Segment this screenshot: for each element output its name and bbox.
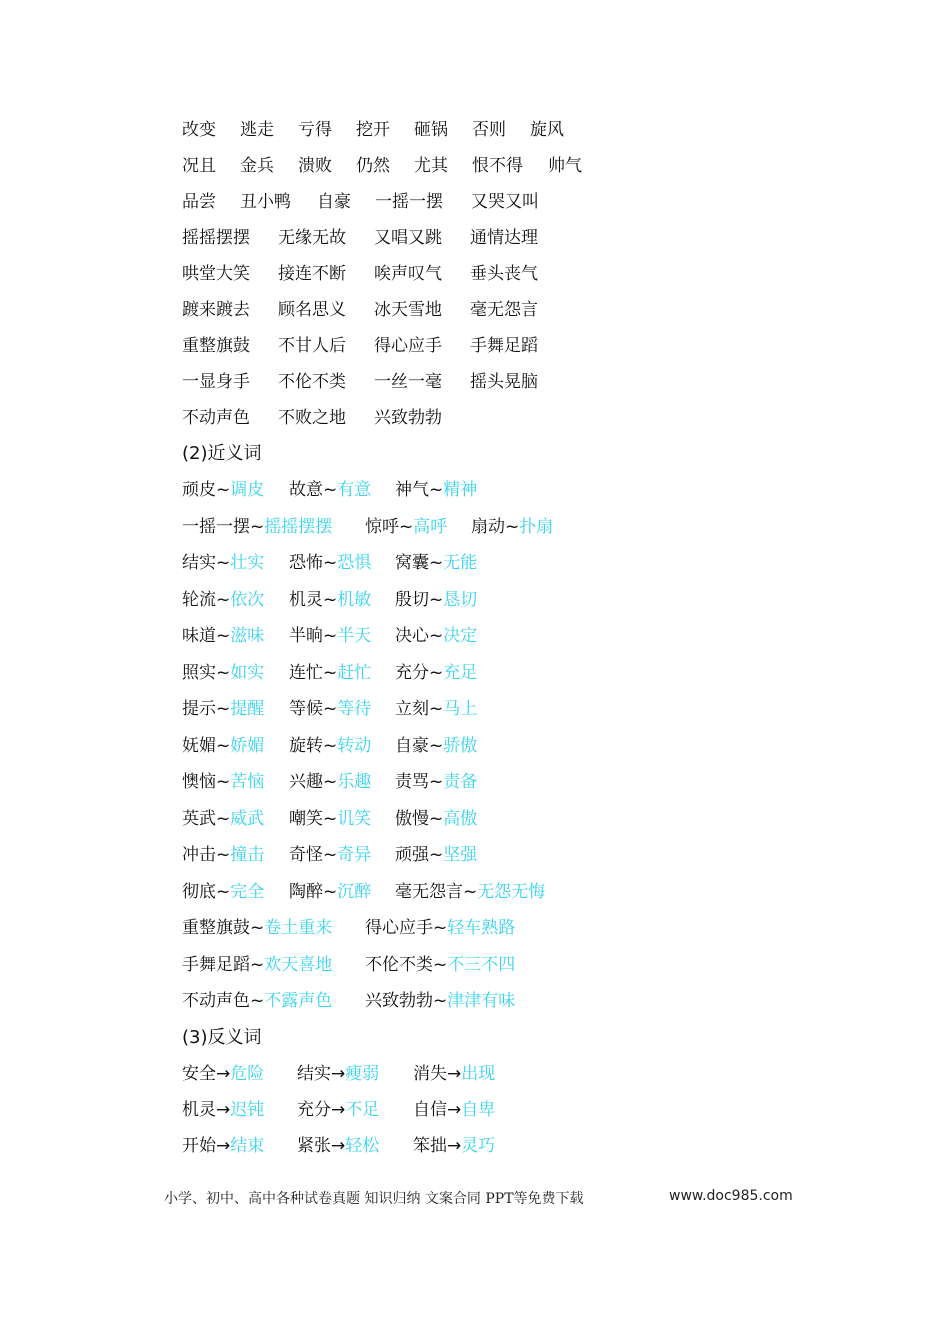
synonym-pair — [395, 691, 477, 728]
synonym-separator: ~ — [429, 845, 444, 865]
synonym-answer: 乐趣 — [337, 772, 372, 792]
synonym-pair — [365, 509, 471, 546]
synonym-list — [182, 472, 882, 1020]
synonym-word: 连忙 — [289, 662, 323, 683]
synonym-answer: 完全 — [230, 881, 265, 902]
synonym-answer: 提醒 — [230, 699, 265, 719]
synonym-row — [182, 728, 882, 765]
word: 改变 — [182, 120, 216, 140]
word-row-6 — [182, 292, 882, 328]
synonym-word: 旋转 — [289, 735, 323, 756]
word: 不伦不类 — [278, 372, 346, 392]
synonym-word: 轮流 — [182, 589, 216, 610]
word-row-7 — [182, 328, 882, 364]
synonym-separator: ~ — [216, 662, 231, 683]
word-row-5 — [182, 256, 882, 292]
synonym-word: 责骂 — [395, 772, 429, 792]
synonym-row — [182, 837, 882, 874]
synonym-row — [182, 472, 882, 509]
synonym-separator: ~ — [323, 772, 338, 792]
synonym-answer: 转动 — [337, 735, 372, 756]
antonym-separator: → — [447, 1136, 462, 1157]
synonym-separator: ~ — [429, 553, 444, 573]
synonym-pair — [289, 582, 395, 619]
synonym-answer: 责备 — [443, 772, 478, 792]
antonym-row — [182, 1092, 882, 1128]
synonym-separator: ~ — [429, 480, 444, 500]
word: 通情达理 — [470, 228, 538, 248]
synonym-answer: 依次 — [230, 589, 265, 610]
antonym-list — [182, 1056, 882, 1165]
synonym-pair — [365, 910, 515, 947]
synonym-row — [182, 910, 882, 947]
synonym-separator: ~ — [429, 735, 444, 756]
synonym-separator: ~ — [323, 808, 338, 829]
antonym-separator: → — [216, 1099, 231, 1120]
synonym-word: 决心 — [395, 626, 429, 646]
word-row-8 — [182, 364, 882, 400]
synonym-answer: 决定 — [443, 626, 478, 646]
synonym-pair — [182, 472, 289, 509]
synonym-word: 恐怖 — [289, 553, 323, 573]
synonym-pair — [182, 618, 289, 655]
synonym-answer: 马上 — [443, 699, 478, 719]
synonym-answer: 充足 — [443, 662, 478, 683]
synonym-word: 嘲笑 — [289, 808, 323, 829]
word: 顾名思义 — [278, 300, 346, 320]
antonym-row — [182, 1056, 882, 1092]
antonym-word: 自信 — [413, 1099, 447, 1120]
synonym-pair — [289, 691, 395, 728]
synonym-word: 自豪 — [395, 735, 429, 756]
synonym-word: 懊恼 — [182, 772, 216, 792]
synonym-answer: 扑扇 — [519, 516, 554, 537]
synonym-separator: ~ — [216, 772, 231, 792]
word-row-2 — [182, 148, 882, 184]
synonym-answer: 撞击 — [230, 845, 265, 865]
synonym-word: 英武 — [182, 808, 216, 829]
antonym-answer: 迟钝 — [230, 1099, 265, 1120]
synonym-answer: 沉醉 — [337, 881, 372, 902]
word: 丑小鸭 — [240, 192, 291, 212]
antonym-answer: 不足 — [345, 1099, 380, 1120]
word: 摇摇摆摆 — [182, 228, 250, 248]
synonym-pair — [395, 874, 545, 911]
synonym-word: 一摇一摆 — [182, 516, 250, 537]
antonym-answer: 危险 — [230, 1063, 265, 1084]
synonym-answer: 讥笑 — [337, 808, 372, 829]
word: 重整旗鼓 — [182, 336, 250, 356]
antonym-word: 消失 — [413, 1063, 447, 1084]
antonym-separator: → — [331, 1063, 346, 1084]
synonym-answer: 不三不四 — [447, 954, 516, 975]
word: 手舞足蹈 — [470, 336, 538, 356]
synonym-answer: 有意 — [337, 480, 372, 500]
synonym-separator: ~ — [505, 516, 520, 537]
synonym-answer: 调皮 — [230, 480, 265, 500]
antonym-word: 机灵 — [182, 1099, 216, 1120]
synonym-pair — [471, 509, 553, 546]
synonym-pair — [289, 545, 395, 582]
synonym-separator: ~ — [216, 808, 231, 829]
antonym-row — [182, 1128, 882, 1164]
synonym-pair — [395, 764, 477, 801]
antonym-word: 结实 — [297, 1063, 331, 1084]
synonym-answer: 高傲 — [443, 808, 478, 829]
word: 一摇一摆 — [375, 192, 443, 212]
synonym-answer: 奇异 — [337, 845, 372, 865]
word: 踱来踱去 — [182, 300, 250, 320]
word: 垂头丧气 — [470, 264, 538, 284]
antonym-pair — [297, 1128, 413, 1164]
word: 一丝一毫 — [374, 372, 442, 392]
synonym-pair — [395, 472, 477, 509]
synonyms-heading: (2)近义词 — [182, 443, 262, 464]
synonym-answer: 滋味 — [230, 626, 265, 646]
word: 挖开 — [356, 120, 390, 140]
synonym-row — [182, 874, 882, 911]
vocabulary-content — [182, 112, 882, 1164]
synonym-answer: 轻车熟路 — [447, 918, 516, 938]
synonym-answer: 等待 — [337, 699, 372, 719]
antonym-answer: 结束 — [230, 1136, 265, 1157]
word: 哄堂大笑 — [182, 264, 250, 284]
synonym-answer: 赶忙 — [337, 662, 372, 683]
synonym-separator: ~ — [323, 553, 338, 573]
synonym-pair — [395, 801, 477, 838]
antonym-pair — [297, 1056, 413, 1092]
synonym-answer: 如实 — [230, 662, 265, 683]
synonym-separator: ~ — [429, 808, 444, 829]
word: 逃走 — [240, 120, 274, 140]
synonym-pair — [289, 764, 395, 801]
synonym-pair — [289, 472, 395, 509]
synonym-word: 殷切 — [395, 589, 429, 610]
synonym-answer: 欢天喜地 — [264, 954, 333, 975]
antonym-separator: → — [447, 1063, 462, 1084]
word: 金兵 — [240, 156, 274, 176]
synonym-answer: 无能 — [443, 553, 478, 573]
word-row-3 — [182, 184, 882, 220]
antonym-separator: → — [216, 1136, 231, 1157]
synonym-separator: ~ — [250, 516, 265, 537]
antonym-pair — [413, 1056, 495, 1092]
synonym-separator: ~ — [250, 991, 265, 1011]
synonym-word: 重整旗鼓 — [182, 918, 250, 938]
word: 亏得 — [298, 120, 332, 140]
synonym-separator: ~ — [429, 589, 444, 610]
word: 不动声色 — [182, 408, 250, 428]
antonyms-heading: (3)反义词 — [182, 1026, 262, 1048]
antonym-answer: 自卑 — [461, 1099, 496, 1120]
synonym-word: 顽皮 — [182, 480, 216, 500]
word-row-9 — [182, 400, 882, 436]
antonym-answer: 出现 — [461, 1063, 496, 1084]
antonym-separator: → — [216, 1063, 231, 1084]
synonym-word: 提示 — [182, 699, 216, 719]
synonym-word: 扇动 — [471, 516, 505, 537]
synonym-pair — [289, 874, 395, 911]
synonym-word: 不伦不类 — [365, 954, 433, 975]
synonym-pair — [289, 618, 395, 655]
synonym-answer: 精神 — [443, 480, 478, 500]
synonym-separator: ~ — [433, 954, 448, 975]
synonym-pair — [395, 582, 477, 619]
antonym-pair — [182, 1128, 297, 1164]
synonym-word: 彻底 — [182, 881, 216, 902]
synonym-answer: 苦恼 — [230, 772, 265, 792]
synonym-separator: ~ — [323, 626, 338, 646]
synonym-answer: 坚强 — [443, 845, 478, 865]
synonym-separator: ~ — [216, 480, 231, 500]
synonym-pair — [395, 728, 477, 765]
synonym-row — [182, 764, 882, 801]
synonym-answer: 机敏 — [337, 589, 372, 610]
antonym-pair — [413, 1128, 495, 1164]
synonym-separator: ~ — [429, 662, 444, 683]
synonym-word: 照实 — [182, 662, 216, 683]
synonym-word: 顽强 — [395, 845, 429, 865]
antonym-answer: 灵巧 — [461, 1136, 496, 1157]
synonym-pair — [395, 545, 477, 582]
synonym-word: 陶醉 — [289, 881, 323, 902]
word: 品尝 — [182, 192, 216, 212]
antonym-separator: → — [447, 1099, 462, 1120]
synonym-pair — [182, 801, 289, 838]
synonym-row — [182, 801, 882, 838]
footer-url[interactable]: www.doc985.com — [669, 1188, 793, 1204]
synonym-pair — [182, 910, 365, 947]
word: 无缘无故 — [278, 228, 346, 248]
synonym-answer: 高呼 — [413, 516, 448, 537]
synonym-word: 妩媚 — [182, 735, 216, 756]
synonym-pair — [182, 582, 289, 619]
synonym-answer: 不露声色 — [264, 991, 333, 1011]
word: 不甘人后 — [278, 336, 346, 356]
synonym-pair — [395, 618, 477, 655]
synonym-word: 故意 — [289, 480, 323, 500]
synonym-row — [182, 618, 882, 655]
synonym-word: 立刻 — [395, 699, 429, 719]
synonym-word: 机灵 — [289, 589, 323, 610]
synonym-separator: ~ — [323, 699, 338, 719]
synonym-separator: ~ — [216, 735, 231, 756]
synonym-answer: 壮实 — [230, 553, 265, 573]
synonym-separator: ~ — [323, 845, 338, 865]
antonym-answer: 瘦弱 — [345, 1063, 380, 1084]
synonym-word: 等候 — [289, 699, 323, 719]
word-row-1 — [182, 112, 882, 148]
synonym-row — [182, 582, 882, 619]
word: 唉声叹气 — [374, 264, 442, 284]
synonym-word: 味道 — [182, 626, 216, 646]
synonym-separator: ~ — [323, 589, 338, 610]
synonym-answer: 娇媚 — [230, 735, 265, 756]
antonym-word: 充分 — [297, 1099, 331, 1120]
antonym-pair — [182, 1092, 297, 1128]
antonym-pair — [413, 1092, 495, 1128]
antonym-word: 笨拙 — [413, 1136, 447, 1157]
synonym-pair — [182, 874, 289, 911]
word: 摇头晃脑 — [470, 372, 538, 392]
word: 冰天雪地 — [374, 300, 442, 320]
synonym-word: 窝囊 — [395, 553, 429, 573]
synonym-row — [182, 655, 882, 692]
word: 溃败 — [298, 156, 332, 176]
synonym-row — [182, 545, 882, 582]
word: 砸锅 — [414, 120, 448, 140]
synonym-separator: ~ — [433, 918, 448, 938]
synonym-pair — [182, 509, 365, 546]
synonym-separator: ~ — [399, 516, 414, 537]
synonym-word: 兴趣 — [289, 772, 323, 792]
word: 接连不断 — [278, 264, 346, 284]
word: 毫无怨言 — [470, 300, 538, 320]
synonym-word: 手舞足蹈 — [182, 954, 250, 975]
synonym-separator: ~ — [216, 699, 231, 719]
synonym-pair — [289, 837, 395, 874]
synonym-separator: ~ — [250, 918, 265, 938]
synonym-word: 奇怪 — [289, 845, 323, 865]
synonym-answer: 卷土重来 — [264, 918, 333, 938]
synonym-pair — [182, 545, 289, 582]
antonym-pair — [297, 1092, 413, 1128]
synonym-pair — [182, 837, 289, 874]
synonym-pair — [365, 947, 515, 984]
synonym-pair — [182, 983, 365, 1020]
synonym-answer: 津津有味 — [447, 991, 516, 1011]
synonym-separator: ~ — [216, 589, 231, 610]
synonym-separator: ~ — [216, 553, 231, 573]
synonym-word: 神气 — [395, 480, 429, 500]
word: 一显身手 — [182, 372, 250, 392]
synonym-separator: ~ — [429, 626, 444, 646]
synonym-pair — [182, 764, 289, 801]
synonym-word: 半晌 — [289, 626, 323, 646]
word: 又哭又叫 — [471, 192, 539, 212]
synonym-answer: 恐惧 — [337, 553, 372, 573]
page-footer — [164, 1188, 793, 1208]
word: 尤其 — [414, 156, 448, 176]
synonym-separator: ~ — [323, 480, 338, 500]
synonym-pair — [182, 947, 365, 984]
synonym-word: 冲击 — [182, 845, 216, 865]
antonym-word: 安全 — [182, 1063, 216, 1084]
synonym-word: 得心应手 — [365, 918, 433, 938]
antonym-answer: 轻松 — [345, 1136, 380, 1157]
synonym-separator: ~ — [250, 954, 265, 975]
synonym-separator: ~ — [463, 881, 478, 902]
synonym-answer: 摇摇摆摆 — [264, 516, 333, 537]
footer-text: 小学、初中、高中各种试卷真题 知识归纳 文案合同 PPT等免费下载 — [164, 1191, 584, 1207]
antonym-pair — [182, 1056, 297, 1092]
synonym-word: 充分 — [395, 662, 429, 683]
word: 得心应手 — [374, 336, 442, 356]
word: 恨不得 — [472, 156, 523, 176]
synonym-pair — [289, 655, 395, 692]
word-row-4 — [182, 220, 882, 256]
synonym-row — [182, 509, 882, 546]
antonym-word: 紧张 — [297, 1136, 331, 1157]
synonym-pair — [289, 801, 395, 838]
synonym-answer: 无怨无悔 — [477, 881, 546, 902]
synonym-row — [182, 691, 882, 728]
word: 又唱又跳 — [374, 228, 442, 248]
synonym-row — [182, 983, 882, 1020]
word: 况且 — [182, 156, 216, 176]
antonym-separator: → — [331, 1099, 346, 1120]
synonym-word: 毫无怨言 — [395, 881, 463, 902]
synonym-answer: 恳切 — [443, 589, 478, 610]
antonym-word: 开始 — [182, 1136, 216, 1157]
synonym-pair — [395, 837, 477, 874]
word: 否则 — [472, 120, 506, 140]
synonym-word: 兴致勃勃 — [365, 991, 433, 1011]
synonym-pair — [182, 691, 289, 728]
synonym-separator: ~ — [323, 881, 338, 902]
synonym-word: 结实 — [182, 553, 216, 573]
word: 仍然 — [356, 156, 390, 176]
synonym-pair — [289, 728, 395, 765]
synonym-pair — [182, 728, 289, 765]
synonym-separator: ~ — [216, 626, 231, 646]
word: 帅气 — [548, 156, 582, 176]
synonym-separator: ~ — [433, 991, 448, 1011]
synonym-pair — [365, 983, 515, 1020]
word: 旋风 — [530, 120, 564, 140]
synonym-answer: 骄傲 — [443, 735, 478, 756]
synonym-answer: 威武 — [230, 808, 265, 829]
synonym-word: 不动声色 — [182, 991, 250, 1011]
word: 不败之地 — [278, 408, 346, 428]
synonym-pair — [182, 655, 289, 692]
word: 兴致勃勃 — [374, 408, 442, 428]
synonym-word: 惊呼 — [365, 516, 399, 537]
word: 自豪 — [317, 192, 351, 212]
synonym-separator: ~ — [216, 845, 231, 865]
synonym-pair — [395, 655, 477, 692]
synonym-separator: ~ — [323, 735, 338, 756]
synonym-separator: ~ — [429, 772, 444, 792]
synonym-word: 傲慢 — [395, 808, 429, 829]
synonym-separator: ~ — [429, 699, 444, 719]
synonym-separator: ~ — [216, 881, 231, 902]
synonym-row — [182, 947, 882, 984]
antonym-separator: → — [331, 1136, 346, 1157]
synonym-separator: ~ — [323, 662, 338, 683]
synonym-answer: 半天 — [337, 626, 372, 646]
